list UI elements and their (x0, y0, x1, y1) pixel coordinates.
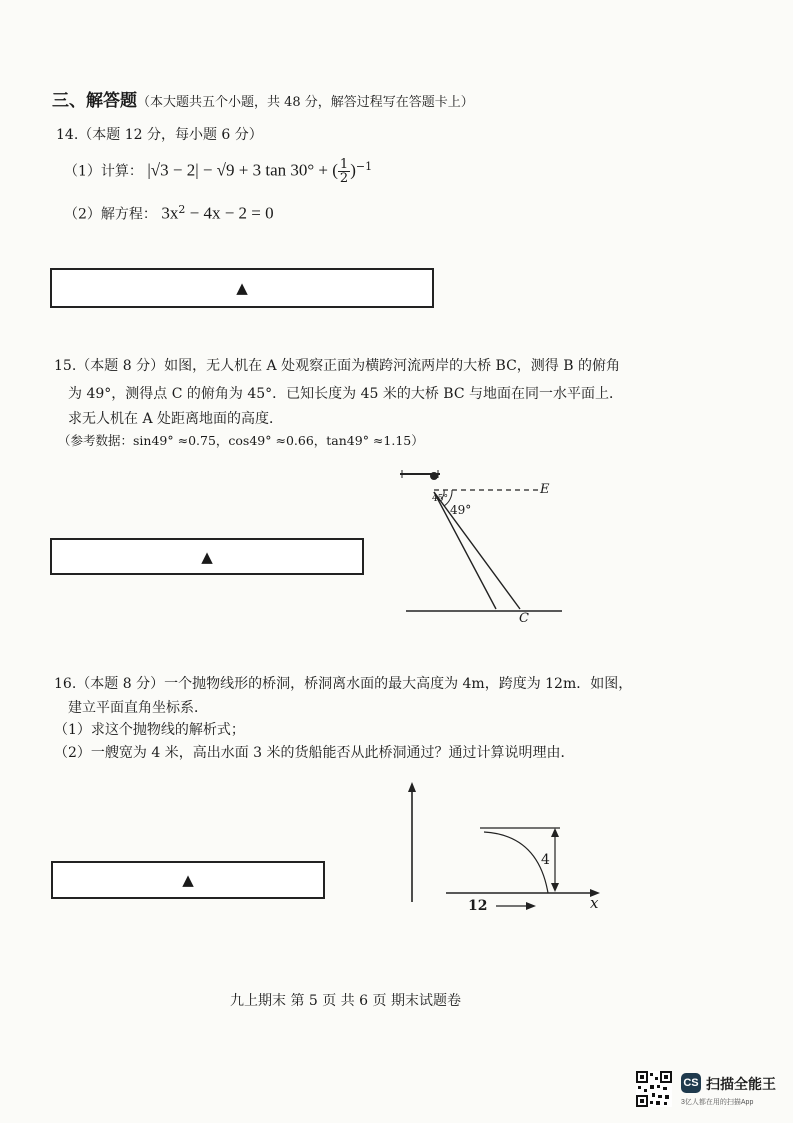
q14-part1 (64, 158, 372, 185)
q15-reference: （参考数据：sin49° ≈0.75，cos49° ≈0.66，tan49° ≈1.15） (58, 433, 424, 448)
q15-line3: 求无人机在 A 处距离地面的高度． (68, 411, 284, 427)
height-arrow-up-icon (551, 828, 559, 837)
q16-part1: （1）求这个抛物线的解析式； (54, 722, 245, 738)
q14-part1-exponent: −1 (355, 159, 373, 173)
q14-part2 (64, 203, 274, 224)
label-E: E (540, 482, 550, 497)
q14-answer-box[interactable] (50, 268, 434, 308)
drone-icon (400, 470, 440, 480)
answer-triangle-icon: ▲ (201, 547, 213, 566)
q14-part2-label: （2）解方程： (64, 206, 157, 223)
scanner-name: 扫描全能王 (706, 1076, 776, 1092)
q14-header: 14.（本题 12 分，每小题 6 分） (56, 127, 263, 143)
q16-figure (398, 780, 608, 915)
q14-part1-close-paren: ) (350, 160, 356, 180)
q14-part2-exponent: 2 (178, 203, 186, 216)
section-note: （本大题共五个小题，共 48 分，解答过程写在答题卡上） (137, 95, 474, 110)
q16-line1: 16.（本题 8 分）一个抛物线形的桥洞，桥洞离水面的最大高度为 4m，跨度为 12m．如图， (54, 676, 633, 692)
height-arrow-down-icon (551, 883, 559, 892)
q14-part1-label: （1）计算： (64, 163, 143, 180)
q15-figure (390, 466, 580, 631)
fraction-numerator: 1 (339, 157, 349, 172)
q14-part1-expr: |√3 − 2| − √9 + 3 tan 30° + ( (147, 160, 338, 180)
span-arrow-right-icon (526, 902, 536, 910)
parabola-curve (484, 832, 548, 893)
scanner-slogan: 3亿人都在用的扫描App (681, 1099, 754, 1106)
q15-line1: 15.（本题 8 分）如图，无人机在 A 处观察正面为横跨河流两岸的大桥 BC，测得 B 的俯角 (54, 358, 620, 374)
fraction-denominator: 2 (339, 171, 349, 186)
q14-part2-expr-a: 3x (161, 203, 179, 223)
label-x: x (590, 894, 599, 912)
answer-triangle-icon: ▲ (236, 279, 248, 297)
q16-answer-box[interactable] (51, 861, 325, 899)
label-angle-49: 49° (450, 503, 472, 517)
label-C: C (519, 611, 529, 626)
q14-part2-expr-b: − 4x − 2 = 0 (185, 203, 274, 223)
scanner-logo: CS (681, 1073, 701, 1093)
q15-answer-box[interactable] (50, 538, 364, 575)
q15-line2: 为 49°，测得点 C 的俯角为 45°．已知长度为 45 米的大桥 BC 与地面在同一水平面上． (68, 386, 624, 402)
qr-code-icon (636, 1071, 672, 1107)
label-height-4: 4 (541, 852, 550, 868)
section-title-text: 三、解答题 (52, 91, 137, 111)
q16-line2: 建立平面直角坐标系． (68, 700, 208, 716)
sight-line-c (434, 492, 520, 609)
label-angle-45: 45° (432, 494, 448, 504)
section-title (52, 86, 474, 111)
label-span-12: 12 (468, 898, 488, 914)
q14-part1-fraction (338, 158, 350, 185)
y-axis-arrow-icon (408, 782, 416, 792)
q16-part2: （2）一艘宽为 4 米，高出水面 3 米的货船能否从此桥洞通过？通过计算说明理由． (54, 745, 575, 761)
page-footer: 九上期末 第 5 页 共 6 页 期末试题卷 (230, 993, 461, 1009)
answer-triangle-icon: ▲ (182, 871, 194, 889)
